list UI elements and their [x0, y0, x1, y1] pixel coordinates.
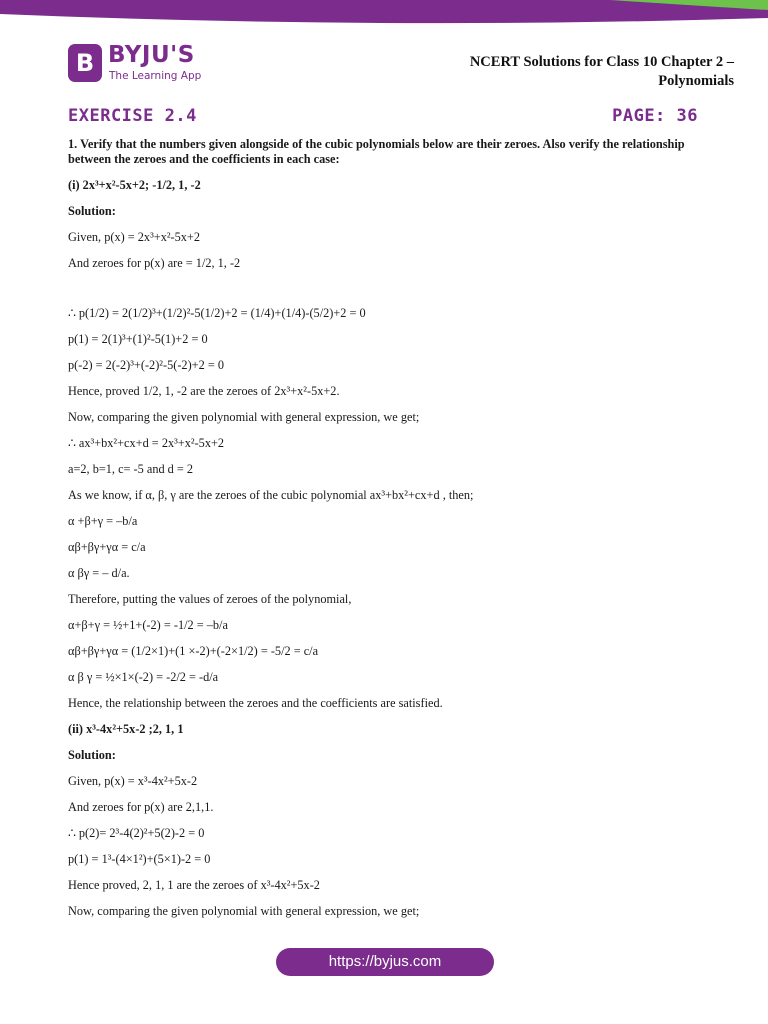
solution-label: Solution:	[68, 748, 116, 762]
text-line: α βγ = – d/a.	[68, 566, 130, 580]
logo-tagline: The Learning App	[109, 70, 202, 82]
text-line: p(1) = 2(1)³+(1)²-5(1)+2 = 0	[68, 332, 208, 346]
text-line: α β γ = ½×1×(-2) = -2/2 = -d/a	[68, 670, 219, 684]
text-line: αβ+βγ+γα = c/a	[68, 540, 146, 554]
exercise-heading: EXERCISE 2.4	[68, 106, 197, 126]
text-line: Hence proved, 2, 1, 1 are the zeroes of x³-4x²+5x-2	[68, 878, 320, 892]
text-line: Given, p(x) = 2x³+x²-5x+2	[68, 230, 200, 244]
text-line: Hence, proved 1/2, 1, -2 are the zeroes of 2x³+x²-5x+2.	[68, 384, 340, 398]
text-line: ∴ p(1/2) = 2(1/2)³+(1/2)²-5(1/2)+2 = (1/4)+(1/4)-(5/2)+2 = 0	[68, 306, 366, 320]
logo-mark: B	[68, 44, 102, 82]
text-line: Now, comparing the given polynomial with general expression, we get;	[68, 904, 420, 918]
text-line: p(1) = 1³-(4×1²)+(5×1)-2 = 0	[68, 852, 211, 866]
text-line: Now, comparing the given polynomial with general expression, we get;	[68, 410, 420, 424]
subquestion-heading: (i) 2x³+x²-5x+2; -1/2, 1, -2	[68, 178, 201, 192]
text-line: Hence, the relationship between the zeroes and the coefficients are satisfied.	[68, 696, 443, 710]
text-line: α +β+γ = –b/a	[68, 514, 138, 528]
website-link[interactable]: https://byjus.com	[276, 948, 494, 976]
question-text: 1. Verify that the numbers given alongside of the cubic polynomials below are their zeroes. Also verify the relationship between the zeroes and the coefficients in each case:	[68, 137, 685, 166]
text-line: And zeroes for p(x) are = 1/2, 1, -2	[68, 256, 241, 270]
text-line: And zeroes for p(x) are 2,1,1.	[68, 800, 214, 814]
text-line: a=2, b=1, c= -5 and d = 2	[68, 462, 194, 476]
text-line: p(-2) = 2(-2)³+(-2)²-5(-2)+2 = 0	[68, 358, 224, 372]
text-line: ∴ p(2)= 2³-4(2)²+5(2)-2 = 0	[68, 826, 205, 840]
logo-name: BYJU'S	[108, 42, 195, 68]
page-number: PAGE: 36	[612, 106, 698, 126]
solution-label: Solution:	[68, 204, 116, 218]
text-line: ∴ ax³+bx²+cx+d = 2x³+x²-5x+2	[68, 436, 225, 450]
text-line: α+β+γ = ½+1+(-2) = -1/2 = –b/a	[68, 618, 228, 632]
subquestion-heading: (ii) x³-4x²+5x-2 ;2, 1, 1	[68, 722, 184, 736]
solution-body	[68, 137, 708, 929]
text-line: Therefore, putting the values of zeroes of the polynomial,	[68, 592, 352, 606]
text-line: αβ+βγ+γα = (1/2×1)+(1 ×-2)+(-2×1/2) = -5/2 = c/a	[68, 644, 319, 658]
document-title: NCERT Solutions for Class 10 Chapter 2 – Polynomials	[469, 54, 734, 89]
text-line: As we know, if α, β, γ are the zeroes of the cubic polynomial ax³+bx²+cx+d , then;	[68, 488, 474, 502]
text-line: Given, p(x) = x³-4x²+5x-2	[68, 774, 198, 788]
top-banner	[0, 0, 768, 26]
